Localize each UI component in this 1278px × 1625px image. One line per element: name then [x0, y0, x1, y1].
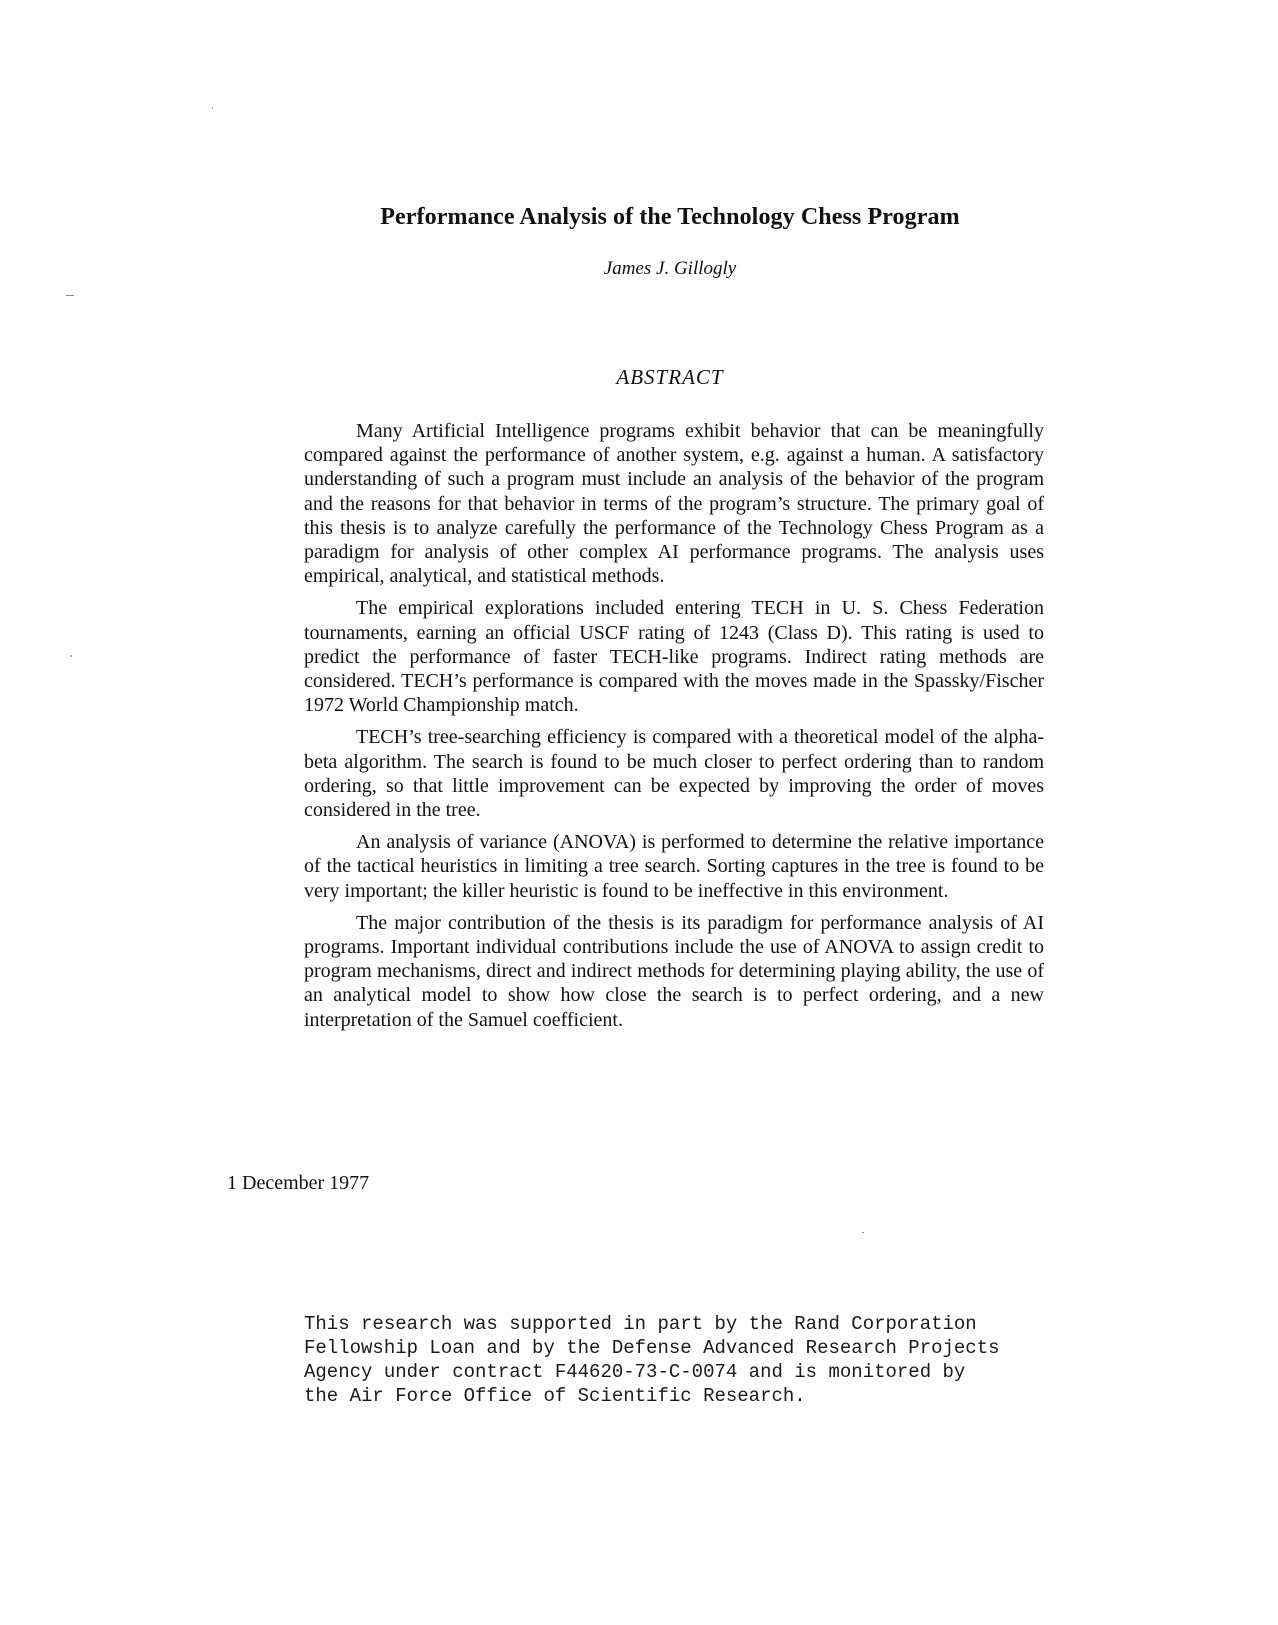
abstract-heading: ABSTRACT	[616, 365, 724, 389]
scan-speck	[212, 107, 213, 109]
funding-line: Fellowship Loan and by the Defense Advanced Research Projects	[304, 1337, 1000, 1359]
abstract-paragraph: Many Artificial Intelligence programs exhibit behavior that can be meaningfully compared against the performance of another system, e.g. against a human. A satisfactory understanding of such a program must include an analysis of the behavior of the program and the reasons for that behavior in terms of the program’s structure. The primary goal of this thesis is to analyze carefully the performance of the Technology Chess Program as a paradigm for analysis of other complex AI performance programs. The analysis uses empirical, analytical, and statistical methods.	[304, 420, 1044, 588]
abstract-body	[304, 419, 1044, 1040]
abstract-paragraph: An analysis of variance (ANOVA) is performed to determine the relative importance of the tactical heuristics in limiting a tree search. Sorting captures in the tree is found to be very important; the killer heuristic is found to be ineffective in this environment.	[304, 831, 1044, 902]
funding-line: Agency under contract F44620-73-C-0074 and is monitored by	[304, 1361, 966, 1383]
funding-line: This research was supported in part by the Rand Corporation	[304, 1313, 977, 1335]
funding-line: the Air Force Office of Scientific Research.	[304, 1385, 806, 1407]
abstract-paragraph: TECH’s tree-searching efficiency is compared with a theoretical model of the alpha-beta algorithm. The search is found to be much closer to perfect ordering than to random ordering, so that little improvement can be expected by improving the order of moves considered in the tree.	[304, 726, 1044, 822]
funding-note	[304, 1312, 1064, 1408]
paper-title: Performance Analysis of the Technology Chess Program	[380, 204, 960, 230]
scan-speck	[66, 295, 74, 296]
scan-speck	[862, 1232, 864, 1233]
scan-speck	[70, 655, 72, 657]
author-name: James J. Gillogly	[603, 258, 737, 279]
abstract-paragraph: The empirical explorations included entering TECH in U. S. Chess Federation tournaments, earning an official USCF rating of 1243 (Class D). This rating is used to predict the performance of faster TECH-like programs. Indirect rating methods are considered. TECH’s performance is compared with the moves made in the Spassky/Fischer 1972 World Championship match.	[304, 597, 1044, 717]
abstract-paragraph: The major contribution of the thesis is its paradigm for performance analysis of AI programs. Important individual contributions include the use of ANOVA to assign credit to program mechanisms, direct and indirect methods for determining playing ability, the use of an analytical model to show how close the search is to perfect ordering, and a new interpretation of the Samuel coefficient.	[304, 911, 1044, 1031]
document-date: 1 December 1977	[227, 1172, 370, 1194]
